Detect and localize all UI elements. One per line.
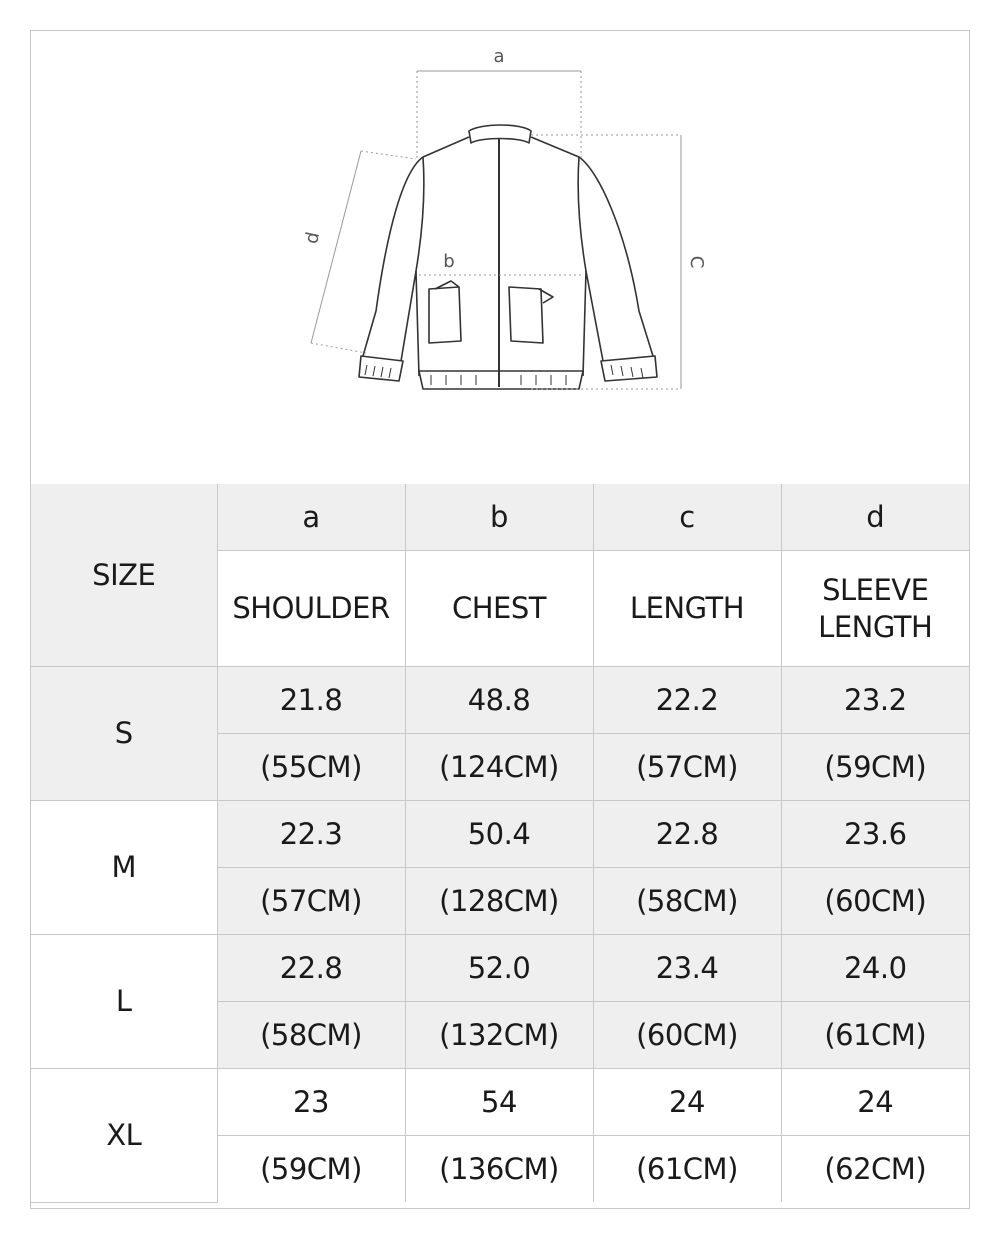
jacket-illustration [31,31,969,484]
waistband [419,371,583,389]
cm-value: (124CM) [405,734,593,801]
label-c: C [686,255,707,269]
size-label: S [31,667,217,801]
cm-value: (58CM) [217,1002,405,1069]
column-letter: d [781,484,969,551]
inch-value: 22.8 [217,935,405,1002]
jacket-diagram [31,31,969,484]
right-cuff [601,356,657,381]
inch-value: 21.8 [217,667,405,734]
cm-value: (62CM) [781,1136,969,1203]
label-d: d [301,230,325,246]
cm-value: (55CM) [217,734,405,801]
size-chart [30,30,970,1209]
inch-value: 23.2 [781,667,969,734]
column-letter: c [593,484,781,551]
inch-value: 50.4 [405,801,593,868]
inch-value: 22.3 [217,801,405,868]
cm-value: (59CM) [217,1136,405,1203]
size-label: XL [31,1069,217,1203]
column-letter: a [217,484,405,551]
size-label: M [31,801,217,935]
inch-value: 23.6 [781,801,969,868]
inch-value: 48.8 [405,667,593,734]
column-name: SHOULDER [217,551,405,667]
column-letter: b [405,484,593,551]
inch-value: 23 [217,1069,405,1136]
left-sleeve-outer [363,137,469,356]
inch-value: 24.0 [781,935,969,1002]
inch-value: 22.8 [593,801,781,868]
size-table [31,484,969,1203]
right-sleeve-outer [531,137,653,356]
left-body-side [416,157,424,376]
cm-value: (61CM) [593,1136,781,1203]
size-label: L [31,935,217,1069]
cm-value: (57CM) [593,734,781,801]
size-header: SIZE [31,484,217,667]
right-sleeve-inner [586,271,603,361]
inch-value: 24 [781,1069,969,1136]
cm-value: (60CM) [593,1002,781,1069]
left-sleeve-inner [401,271,416,361]
label-b: b [443,251,455,272]
cm-value: (59CM) [781,734,969,801]
cm-value: (61CM) [781,1002,969,1069]
left-cuff [359,356,403,381]
cm-value: (132CM) [405,1002,593,1069]
left-pocket [429,287,461,343]
right-body-side [578,157,586,376]
inch-value: 52.0 [405,935,593,1002]
label-a: a [493,46,505,67]
column-name: LENGTH [593,551,781,667]
inch-value: 23.4 [593,935,781,1002]
cm-value: (60CM) [781,868,969,935]
right-pocket [509,287,543,343]
inch-value: 24 [593,1069,781,1136]
inch-value: 22.2 [593,667,781,734]
cm-value: (128CM) [405,868,593,935]
cm-value: (57CM) [217,868,405,935]
cm-value: (58CM) [593,868,781,935]
column-name: SLEEVE LENGTH [781,551,969,667]
cm-value: (136CM) [405,1136,593,1203]
inch-value: 54 [405,1069,593,1136]
column-name: CHEST [405,551,593,667]
